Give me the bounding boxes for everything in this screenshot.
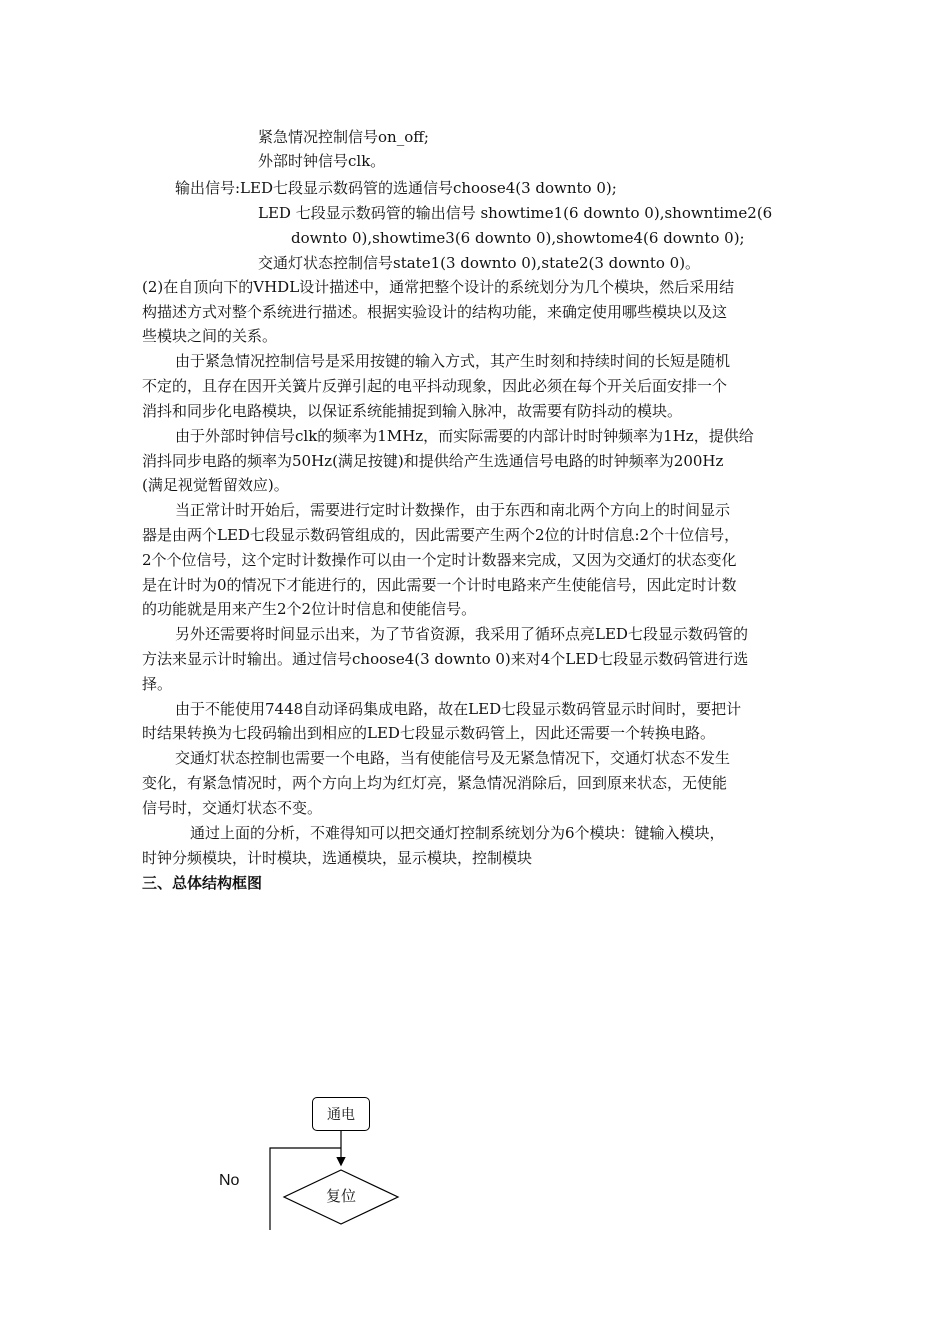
text-line: 不定的，且存在因开关簧片反弹引起的电平抖动现象，因此必须在每个开关后面安排一个 <box>142 377 728 395</box>
text-line: 由于紧急情况控制信号是采用按键的输入方式，其产生时刻和持续时间的长短是随机 <box>175 352 731 370</box>
text-line: 由于外部时钟信号clk的频率为1MHz，而实际需要的内部计时时钟频率为1Hz，提供给 <box>175 427 754 445</box>
text-line: 的功能就是用来产生2个2位计时信息和使能信号。 <box>142 600 477 618</box>
text-line: LED 七段显示数码管的输出信号 showtime1(6 downto 0),showntime2(6 <box>258 204 773 222</box>
text-line: downto 0),showtime3(6 downto 0),showtome4(6 downto 0); <box>291 229 745 247</box>
text-line: 交通灯状态控制也需要一个电路，当有使能信号及无紧急情况下，交通灯状态不发生 <box>175 749 731 767</box>
text-line: (2)在自顶向下的VHDL设计描述中，通常把整个设计的系统划分为几个模块，然后采用结 <box>142 278 735 296</box>
text-line: 择。 <box>142 675 173 693</box>
text-line: 变化，有紧急情况时，两个方向上均为红灯亮，紧急情况消除后，回到原来状态，无使能 <box>142 774 728 792</box>
text-line: 通过上面的分析，不难得知可以把交通灯控制系统划分为6个模块：键输入模块， <box>190 824 725 842</box>
text-line: 些模块之间的关系。 <box>142 327 278 345</box>
section-heading: 三、总体结构框图 <box>142 874 263 892</box>
text-line: 信号时，交通灯状态不变。 <box>142 799 323 817</box>
text-line: 当正常计时开始后，需要进行定时计数操作，由于东西和南北两个方向上的时间显示 <box>175 501 731 519</box>
decision-label: 复位 <box>325 1187 356 1205</box>
text-line: 构描述方式对整个系统进行描述。根据实验设计的结构功能，来确定使用哪些模块以及这 <box>142 303 728 321</box>
text-line: 交通灯状态控制信号state1(3 downto 0),state2(3 downto 0)。 <box>258 254 701 272</box>
text-line: 另外还需要将时间显示出来，为了节省资源，我采用了循环点亮LED七段显示数码管的 <box>175 625 748 643</box>
text-line: 消抖同步电路的频率为50Hz(满足按键)和提供给产生选通信号电路的时钟频率为200Hz <box>142 452 724 470</box>
start-box: 通电 <box>312 1097 370 1131</box>
text-line: 2个个位信号，这个定时计数操作可以由一个定时计数器来完成，又因为交通灯的状态变化 <box>142 551 737 569</box>
text-line: 时结果转换为七段码输出到相应的LED七段显示数码管上，因此还需要一个转换电路。 <box>142 724 715 742</box>
text-line: 由于不能使用7448自动译码集成电路，故在LED七段显示数码管显示时间时，要把计 <box>175 700 742 718</box>
text-line: (满足视觉暂留效应)。 <box>142 476 289 494</box>
text-line: 是在计时为0的情况下才能进行的，因此需要一个计时电路来产生使能信号，因此定时计数 <box>142 576 737 594</box>
text-line: 器是由两个LED七段显示数码管组成的，因此需要产生两个2位的计时信息:2个十位信号， <box>142 526 740 544</box>
text-line: 紧急情况控制信号on_off; <box>258 128 429 146</box>
text-line: 消抖和同步化电路模块，以保证系统能捕捉到输入脉冲，故需要有防抖动的模块。 <box>142 402 683 420</box>
text-line: 输出信号:LED七段显示数码管的选通信号choose4(3 downto 0); <box>175 179 617 197</box>
text-line: 外部时钟信号clk。 <box>258 152 386 170</box>
text-line: 方法来显示计时输出。通过信号choose4(3 downto 0)来对4个LED七段显示数码管进行选 <box>142 650 749 668</box>
no-label: No <box>219 1172 240 1189</box>
text-line: 时钟分频模块，计时模块，选通模块，显示模块，控制模块 <box>142 849 533 867</box>
